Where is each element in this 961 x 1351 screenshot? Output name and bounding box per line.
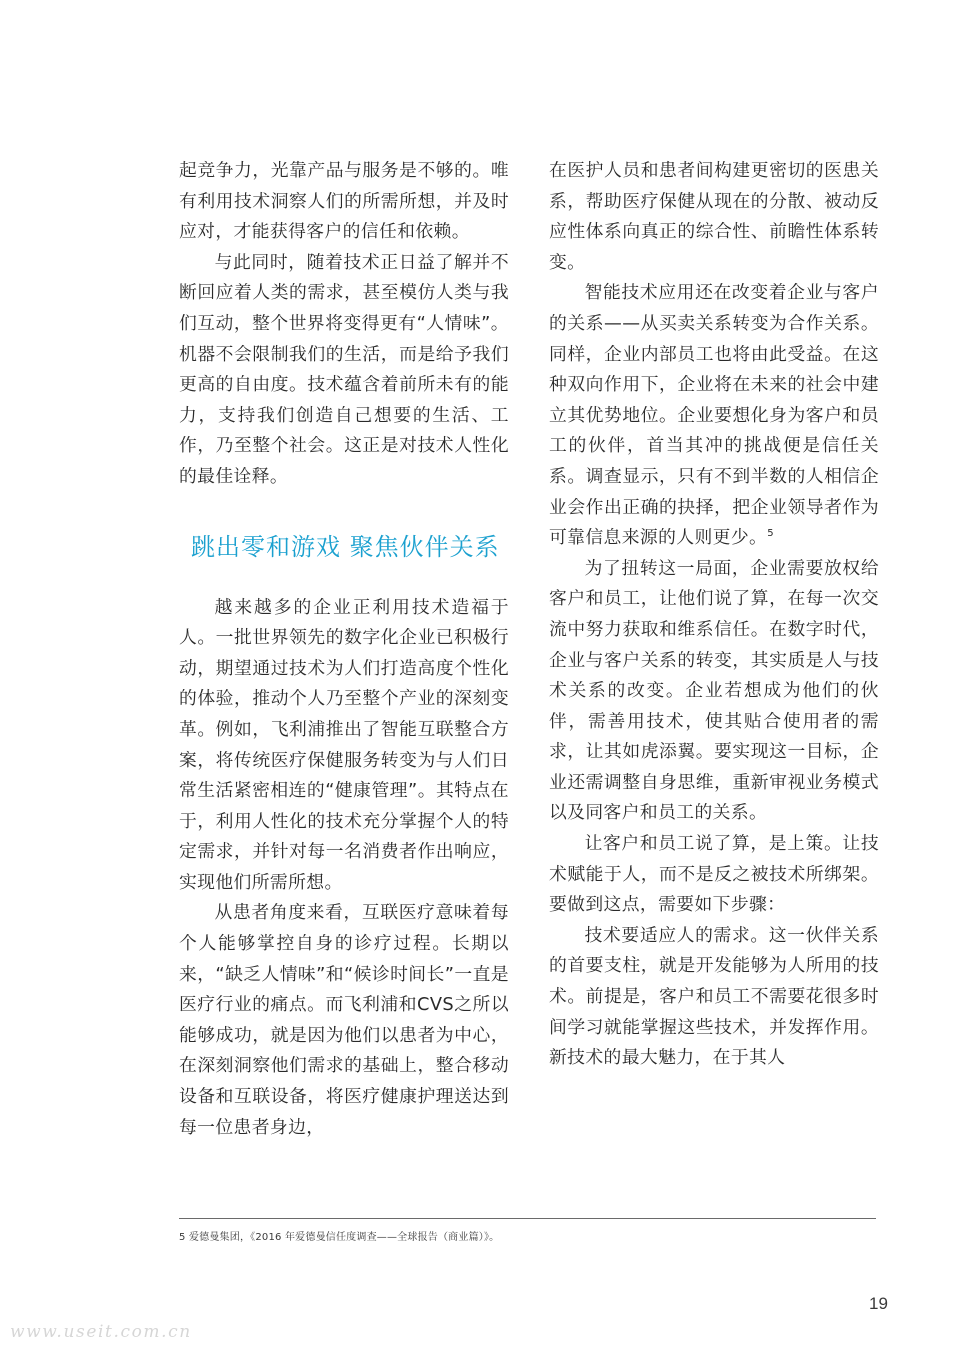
paragraph: 起竞争力，光靠产品与服务是不够的。唯有利用技术洞察人们的所需所想，并及时应对，才能获得客户的信任和依赖。 — [179, 160, 509, 243]
footnote-reference: 5 — [767, 528, 774, 540]
paragraph: 越来越多的企业正利用技术造福于人。一批世界领先的数字化企业已积极行动，期望通过技术为人们打造高度个性化的体验，推动个人乃至整个产业的深刻变革。例如，飞利浦推出了智能互联整合方案，将传统医疗保健服务转变为与人们日常生活紧密相连的“健康管理”。其特点在于，利用人性化的技术充分掌握个人的特定需求，并针对每一名消费者作出响应，实现他们所需所想。 — [179, 596, 509, 893]
paragraph: 与此同时，随着技术正日益了解并不断回应着人类的需求，甚至模仿人类与我们互动，整个世界将变得更有“人情味”。机器不会限制我们的生活，而是给予我们更高的自由度。技术蕴含着前所未有的能力，支持我们创造自己想要的生活、工作，乃至整个社会。这正是对技术人性化的最佳诠释。 — [179, 251, 509, 487]
paragraph: 从患者角度来看，互联医疗意味着每个人能够掌控自身的诊疗过程。长期以来，“缺乏人情味”和“候诊时间长”一直是医疗行业的痛点。而飞利浦和CVS之所以能够成功，就是因为他们以患者为中心，在深刻洞察他们需求的基础上，整合移动设备和互联设备，将医疗健康护理送达到每一位患者身边， — [179, 902, 509, 1138]
watermark: www.useit.com.cn — [10, 1322, 192, 1342]
section-heading: 跳出零和游戏 聚焦伙伴关系 — [191, 532, 500, 561]
footnote-divider — [179, 1218, 876, 1219]
paragraph: 为了扭转这一局面，企业需要放权给客户和员工，让他们说了算，在每一次交流中努力获取和维系信任。在数字时代，企业与客户关系的转变，其实质是人与技术关系的改变。企业若想成为他们的伙伴，需善用技术，使其贴合使用者的需求，让其如虎添翼。要实现这一目标，企业还需调整自身思维，重新审视业务模式以及同客户和员工的关系。 — [549, 557, 879, 824]
footnote: 5 爱德曼集团，《2016 年爱德曼信任度调查——全球报告（商业篇）》。 — [179, 1232, 500, 1243]
paragraph: 在医护人员和患者间构建更密切的医患关系，帮助医疗保健从现在的分散、被动反应性体系向真正的综合性、前瞻性体系转变。 — [549, 160, 879, 273]
paragraph-text: 智能技术应用还在改变着企业与客户的关系——从买卖关系转变为合作关系。同样，企业内部员工也将由此受益。在这种双向作用下，企业将在未来的社会中建立其优势地位。企业要想化身为客户和员工的伙伴，首当其冲的挑战便是信任关系。调查显示，只有不到半数的人相信企业会作出正确的抉择，把企业领导者作为可靠信息来源的人则更少。 — [549, 282, 879, 549]
paragraph: 让客户和员工说了算，是上策。让技术赋能于人，而不是反之被技术所绑架。要做到这点，需要如下步骤： — [549, 833, 879, 916]
paragraph — [549, 278, 879, 553]
paragraph: 技术要适应人的需求。这一伙伴关系的首要支柱，就是开发能够为人所用的技术。前提是，客户和员工不需要花很多时间学习就能掌握这些技术，并发挥作用。新技术的最大魅力，在于其人 — [549, 924, 879, 1069]
page-number: 19 — [869, 1294, 888, 1313]
left-column — [179, 156, 509, 1143]
right-column — [549, 156, 879, 1074]
